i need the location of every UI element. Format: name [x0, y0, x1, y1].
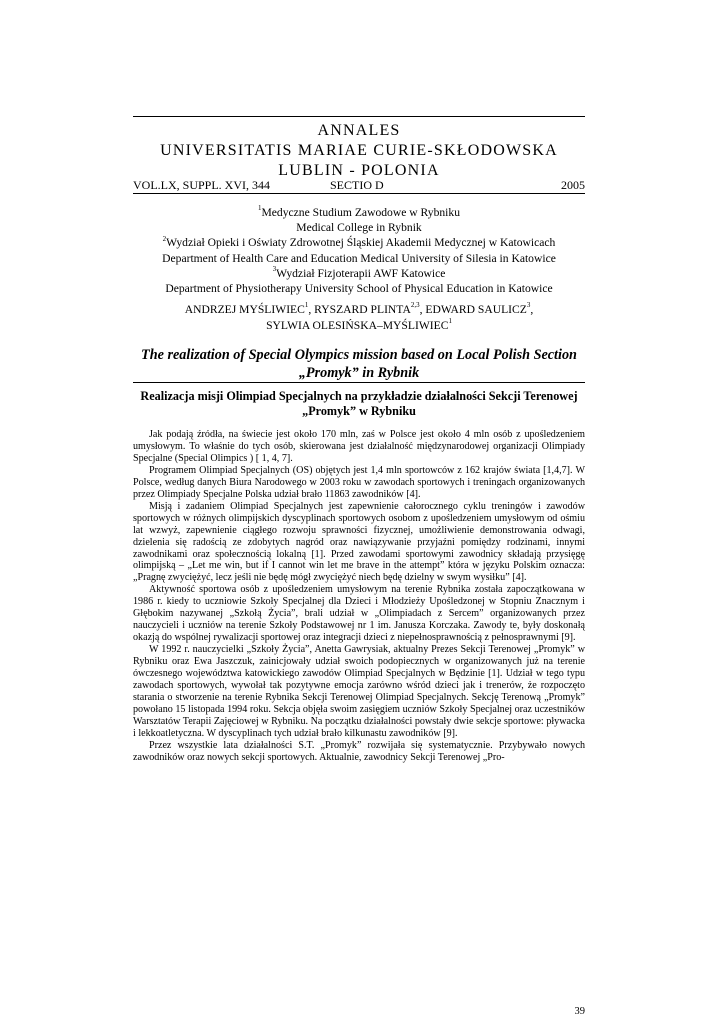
- affiliation-line: [133, 220, 585, 235]
- affiliation-line: [133, 281, 585, 296]
- author-name: ANDRZEJ MYŚLIWIEC: [184, 303, 305, 316]
- body-paragraph: Jak podają źródła, na świecie jest około 170 mln, zaś w Polsce jest około 4 mln osób z upośledzeniem umysłowym. To właśnie do tych osób, skierowana jest działalność międzynarodowej organizacji Olimpiady Specjalne (Special Olimpics ) [ 1, 4, 7].: [133, 429, 585, 464]
- author-separator: ,: [530, 303, 534, 316]
- author-name: RYSZARD PLINTA: [314, 303, 411, 316]
- affiliation-line: [133, 251, 585, 266]
- author-list: [133, 302, 585, 333]
- author-mark: 1: [304, 301, 309, 310]
- body-text: [133, 429, 585, 764]
- author-name: SYLWIA OLESIŃSKA–MYŚLIWIEC: [266, 318, 449, 332]
- body-paragraph: Przez wszystkie lata działalności S.T. „Promyk” rozwijała się systematycznie. Przybywało nowych zawodników oraz nowych sekcji sportowych. Aktualnie, zawodnicy Sekcji Terenowej „Pro-: [133, 739, 585, 763]
- header-rule-top: [133, 116, 585, 117]
- affiliation-mark: 2: [162, 234, 167, 243]
- body-paragraph: Programem Olimpiad Specjalnych (OS) objętych jest 1,4 mln sportowców z 162 krajów świata [1,4,7]. W Polsce, według danych Biura Narodowego w 2003 roku w zawodach sportowych i treningach organizowanych przez Olimpiady Specjalne Polska udział brało 11863 zawodników [4].: [133, 464, 585, 500]
- header-rule-bottom: [133, 193, 585, 194]
- journal-title: ANNALES: [317, 122, 401, 139]
- affiliations: [133, 205, 585, 296]
- author-mark: 3: [526, 301, 531, 310]
- affiliation-line: [133, 205, 585, 220]
- paper-title-polish: [133, 389, 585, 419]
- author-mark: 1: [448, 316, 452, 325]
- affiliation-text: Department of Health Care and Education Medical University of Silesia in Katowice: [162, 251, 556, 265]
- author-separator: ,: [419, 303, 426, 316]
- year-info: 2005: [561, 178, 585, 192]
- paper-title-english: [133, 347, 585, 382]
- journal-city: LUBLIN - POLONIA: [278, 162, 440, 179]
- author-separator: ,: [308, 303, 315, 316]
- affiliation-text: Wydział Fizjoterapii AWF Katowice: [276, 266, 446, 280]
- journal-university: UNIVERSITATIS MARIAE CURIE-SKŁODOWSKA: [160, 142, 558, 159]
- affiliation-line: [133, 235, 585, 250]
- page-number: 39: [574, 1006, 585, 1017]
- affiliation-mark: 3: [272, 264, 277, 273]
- body-paragraph: Aktywność sportowa osób z upośledzeniem umysłowym na terenie Rybnika została zapoczątkowana w 1986 r. kiedy to uczniowie Szkoły Specjalnej dla Dzieci i Młodzieży Upośledzonej w Stopniu Znacznym i Głębokim nazywanej „Szkołą Życia”, brali udział w „Olimpiadach z Sercem” organizowanych przez nauczycieli i uczniów na terenie Szkoły Podstawowej nr 1 im. Janusza Korczaka. Zawody te, były doskonałą okazją do wspólnej rywalizacji sportowej oraz integracji dzieci z niepełnosprawnością z pełnosprawnymi [9].: [133, 584, 585, 644]
- body-paragraph: Misją i zadaniem Olimpiad Specjalnych jest zapewnienie całorocznego cyklu treningów i zawodów sportowych w różnych olimpijskich dyscyplinach sportowych osobom z upośledzeniem umysłowym od ośmiu lat wzwyż, zapewnienie ciągłego rozwoju sprawności fizycznej, umożliwienie demonstrowania odwagi, dzielenia się radością ze zdobytych nagród oraz nawiązywanie przyjaźni pomiędzy rodzinami, innymi zawodnikami oraz społecznością lokalną [1]. Przed zawodami sportowymi zawodnicy składają przysięgę olimpijską – „Let me win, but if I cannot win let me brave in the attempt” która w języku Polskim oznacza: „Pragnę zwyciężyć, lecz jeśli nie będę mógł zwyciężyć niech będę dzielny w swym wysiłku” [4].: [133, 500, 585, 584]
- affiliation-text: Medyczne Studium Zawodowe w Rybniku: [261, 206, 461, 219]
- affiliation-mark: 1: [257, 204, 262, 213]
- title-line: „Promyk” in Rybnik: [298, 364, 420, 381]
- journal-header: [133, 121, 585, 181]
- affiliation-text: Medical College in Rybnik: [296, 221, 422, 235]
- volume-info: VOL.LX, SUPPL. XVI, 344: [133, 178, 271, 192]
- volume-line: [133, 178, 585, 192]
- title-line: „Promyk” w Rybniku: [302, 404, 416, 418]
- body-paragraph: W 1992 r. nauczycielki „Szkoły Życia”, Anetta Gawrysiak, aktualny Prezes Sekcji Terenowej „Promyk” w Rybniku oraz Ewa Jaszczuk, zainicjowały udział swoich podopiecznych w organizowanych już na terenie ówczesnego województwa katowickiego zawodów Olimpiad Specjalnych w Będzinie [1]. Udział w tego typu zawodach sportowych, wywołał tak pozytywne emocja zarówno wśród dzieci jak i trenerów, że rozpoczęto starania o stworzenie na terenie Rybnika Sekcji Terenowej Olimpiad Specjalnych. Sekcję Terenową „Promyk” powołano 15 listopada 1994 roku. Sekcja objęła swoim zasięgiem uczniów Szkoły Specjalnej oraz uczestników Warsztatów Terapii Zajęciowej w Rybniku. Na początku działalności powstały dwie sekcje sportowe: pływacka i lekkoatletyczna. W dyscyplinach tych udział brało kilkunastu zawodników [9].: [133, 644, 585, 739]
- author-line: [133, 302, 585, 318]
- title-line: Realizacja misji Olimpiad Specjalnych na przykładzie działalności Sekcji Terenowej: [140, 389, 578, 403]
- author-mark: 2,3: [410, 301, 420, 310]
- author-name: EDWARD SAULICZ: [425, 303, 527, 316]
- affiliation-text: Department of Physiotherapy University School of Physical Education in Katowice: [165, 282, 553, 296]
- title-rule: [133, 382, 585, 383]
- author-line: [133, 318, 585, 334]
- section-info: SECTIO D: [330, 178, 384, 192]
- title-line: The realization of Special Olympics mission based on Local Polish Section: [141, 347, 577, 363]
- affiliation-text: Wydział Opieki i Oświaty Zdrowotnej Śląskiej Akademii Medycznej w Katowicach: [166, 236, 556, 250]
- affiliation-line: [133, 266, 585, 281]
